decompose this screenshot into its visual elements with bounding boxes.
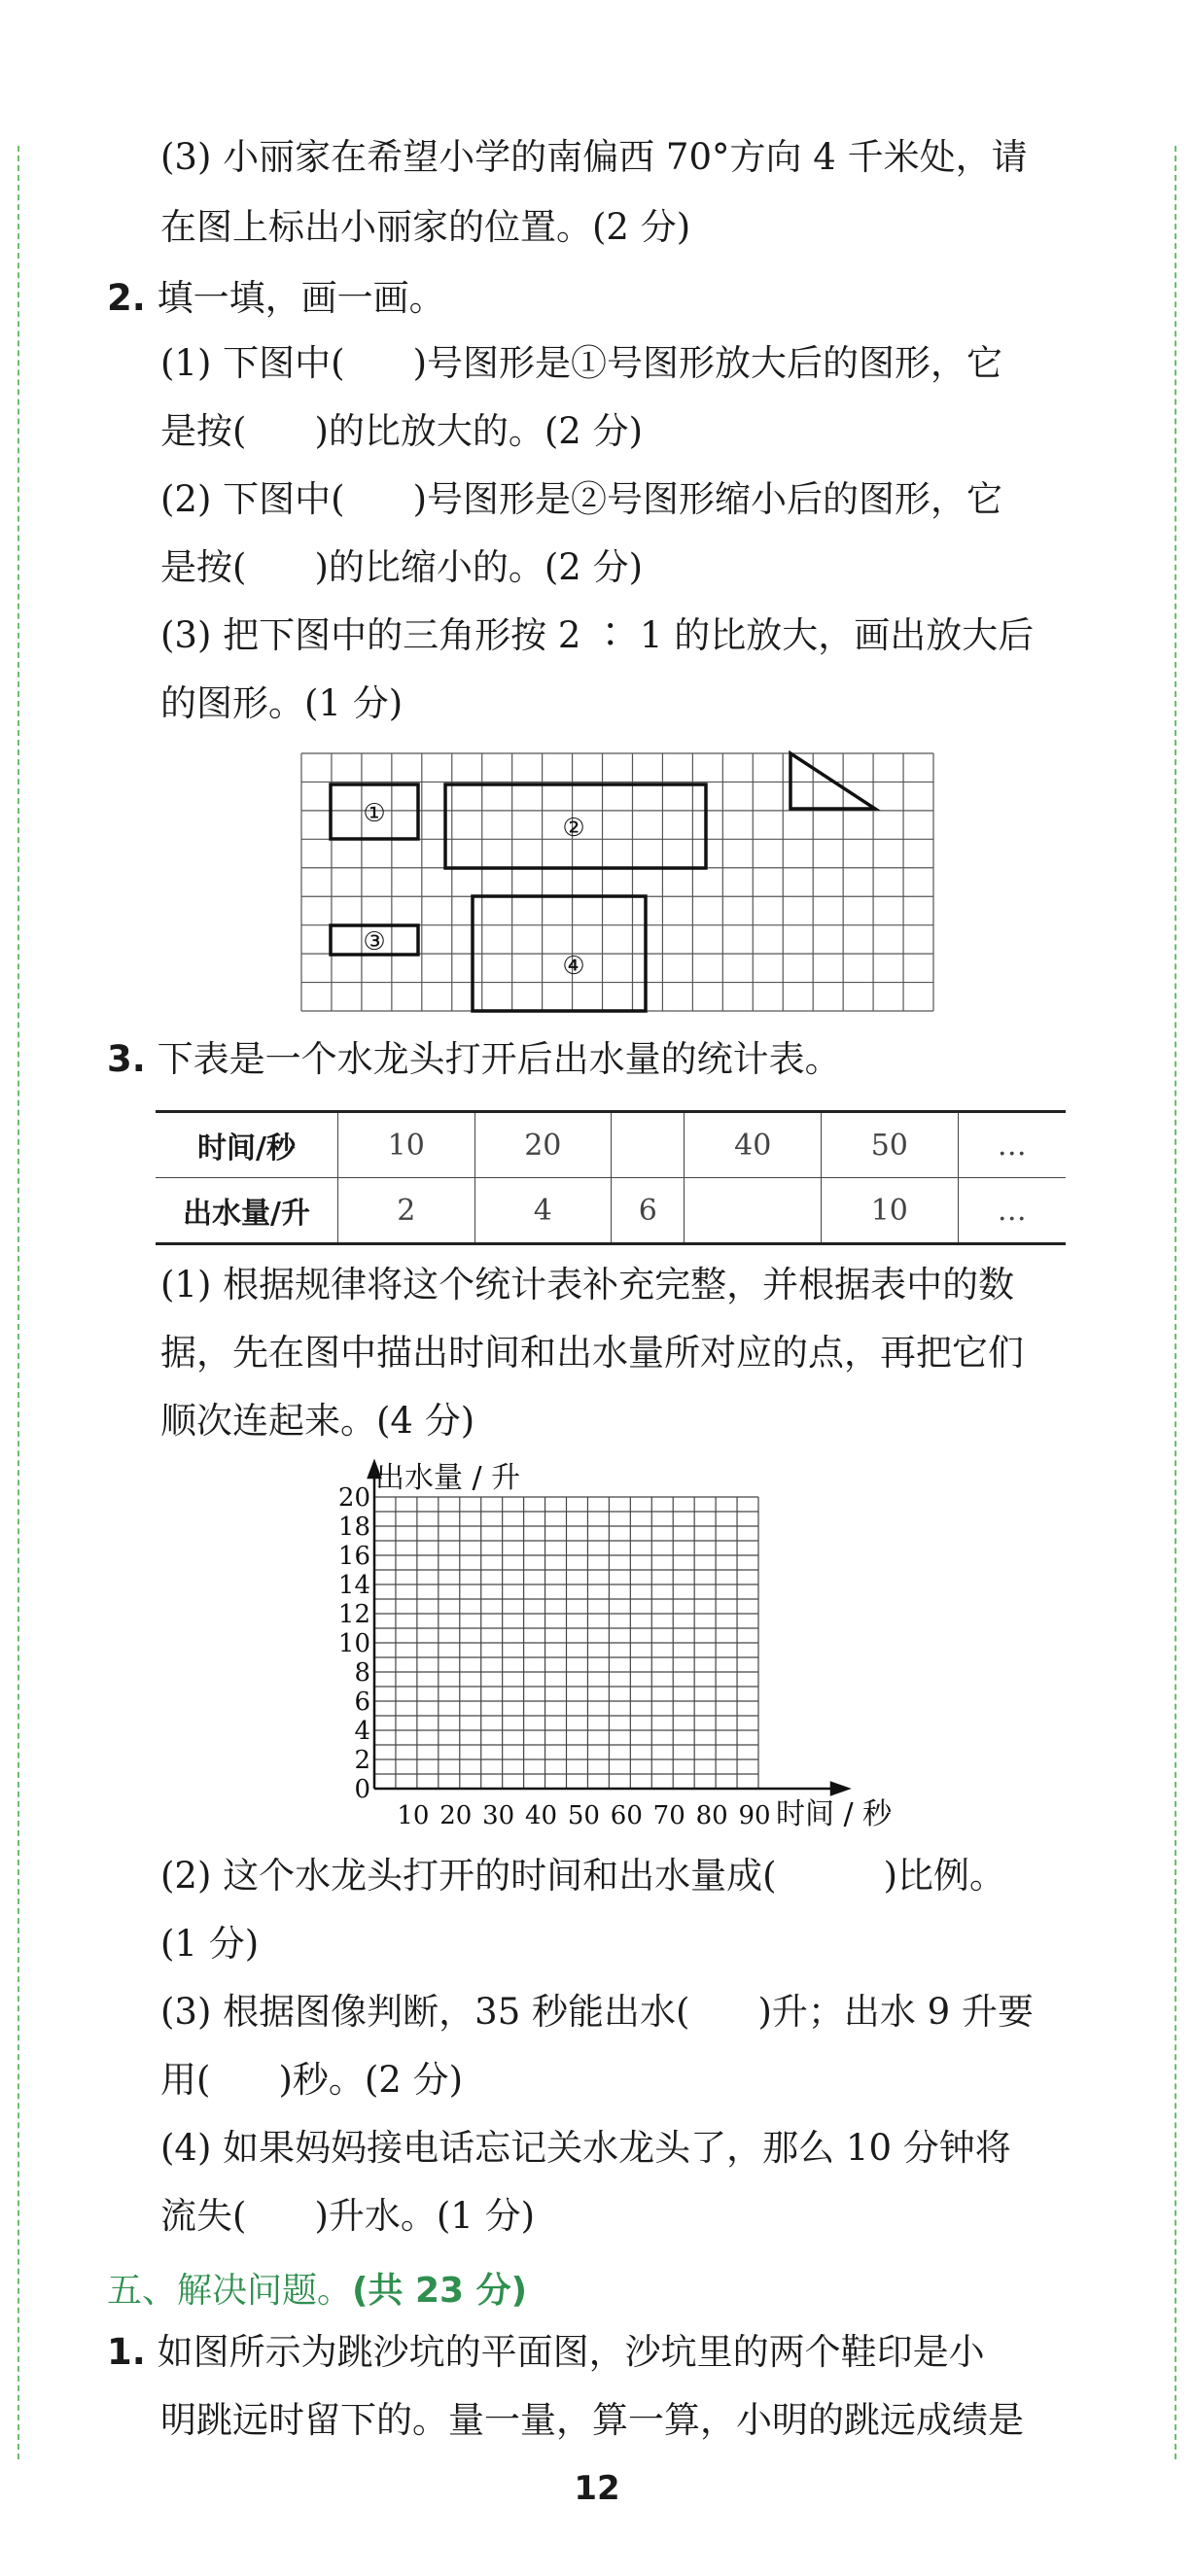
question-2-heading: [107, 277, 445, 320]
chart-xtick-label: 30: [482, 1801, 515, 1830]
table-cell: 4: [474, 1178, 612, 1244]
table-cell: 时间/秒: [156, 1112, 338, 1178]
chart-ytick-label: 6: [354, 1688, 370, 1717]
chart-ytick-label: 10: [337, 1629, 370, 1658]
table-cell: 10: [338, 1112, 475, 1178]
s5-question-1-line2: 明跳远时留下的。量一量，算一算，小明的跳远成绩是: [160, 2399, 1024, 2441]
chart-xlabel: 时间 / 秒: [776, 1797, 893, 1831]
shape-3-label: ③: [363, 927, 386, 957]
triangle-shape: [790, 753, 875, 809]
table-cell: 20: [474, 1112, 612, 1178]
table-row-time: [156, 1112, 1066, 1178]
table-cell: 2: [338, 1178, 475, 1244]
chart-ytick-label: 18: [337, 1513, 370, 1542]
text: )号图形是①号图形放大后的图形，它: [412, 342, 1003, 384]
q3-part4-line2: [160, 2195, 535, 2238]
chart-xtick-label: 80: [695, 1801, 728, 1830]
section-5-title: [107, 2263, 527, 2313]
q1-part3-line2: 在图上标出小丽家的位置。(2 分): [160, 206, 691, 248]
chart-ytick-label: 12: [337, 1600, 370, 1629]
table-cell-blank[interactable]: [685, 1178, 822, 1244]
text: )号图形是②号图形缩小后的图形，它: [412, 478, 1003, 520]
chart-ylabel: 出水量 / 升: [375, 1461, 521, 1495]
text: (2) 这个水龙头打开的时间和出水量成(: [160, 1855, 777, 1897]
text: )升；出水 9 升要: [757, 1991, 1034, 2033]
table-cell: 50: [822, 1112, 959, 1178]
chart-x-axis-arrow: [831, 1783, 848, 1794]
shape-4-label: ④: [562, 952, 585, 981]
question-number: 1.: [107, 2331, 146, 2373]
chart-ytick-label: 0: [354, 1775, 370, 1804]
text: (2) 下图中(: [160, 478, 345, 520]
question-title: 下表是一个水龙头打开后出水量的统计表。: [157, 1038, 841, 1080]
q2-part3-line1: (3) 把下图中的三角形按 2 ∶ 1 的比放大，画出放大后: [160, 614, 1035, 656]
chart-ytick-label: 16: [337, 1542, 370, 1571]
table-cell: 6: [612, 1178, 685, 1244]
q3-part1-line1: (1) 根据规律将这个统计表补充完整，并根据表中的数: [160, 1264, 1015, 1305]
text: 流失(: [160, 2195, 247, 2237]
shape-2-label: ②: [562, 814, 585, 843]
section-score: (共 23 分): [352, 2271, 528, 2311]
text: (3) 根据图像判断，35 秒能出水(: [160, 1991, 690, 2033]
text: )的比放大的。(2 分): [314, 410, 644, 452]
q3-part1-line2: 据，先在图中描出时间和出水量所对应的点，再把它们: [160, 1332, 1024, 1374]
q2-part3-line2: 的图形。(1 分): [160, 682, 404, 724]
chart-xtick-label: 70: [652, 1801, 685, 1830]
water-flow-table: [156, 1110, 1066, 1245]
q3-part2-line1: [160, 1855, 1005, 1897]
q2-part1-line2: [160, 410, 643, 453]
q3-part4-line1: (4) 如果妈妈接电话忘记关水龙头了，那么 10 分钟将: [160, 2127, 1011, 2169]
question-title: 填一填，画一画。: [157, 277, 445, 319]
left-margin-guide: [18, 146, 19, 2459]
chart-ytick-label: 14: [337, 1571, 370, 1600]
chart-ytick-label: 8: [354, 1658, 370, 1688]
table-row-water: [156, 1178, 1066, 1244]
section-title-text: 五、解决问题。: [107, 2271, 353, 2311]
table-cell: 出水量/升: [156, 1178, 338, 1244]
question-number: 3.: [107, 1038, 146, 1080]
q3-part1-line3: 顺次连起来。(4 分): [160, 1400, 475, 1442]
text: )的比缩小的。(2 分): [314, 546, 644, 588]
chart-ytick-label: 2: [354, 1746, 370, 1775]
question-3-heading: [107, 1038, 841, 1081]
table-cell-ellipsis: …: [958, 1112, 1066, 1178]
question-text: 如图所示为跳沙坑的平面图，沙坑里的两个鞋印是小: [157, 2331, 985, 2373]
q2-part2-line2: [160, 546, 643, 589]
table-cell: 10: [822, 1178, 959, 1244]
text: )秒。(2 分): [278, 2059, 464, 2101]
chart-xtick-label: 20: [439, 1801, 473, 1830]
shape-grid-figure[interactable]: [292, 748, 943, 1016]
text: 是按(: [160, 410, 247, 452]
right-margin-guide: [1175, 146, 1176, 2459]
q3-part3-line1: [160, 1991, 1034, 2034]
q2-part1-line1: [160, 342, 1002, 385]
text: 是按(: [160, 546, 247, 588]
water-flow-chart[interactable]: [311, 1458, 914, 1837]
question-number: 2.: [107, 277, 146, 319]
table-cell: 40: [685, 1112, 822, 1178]
chart-ytick-label: 4: [354, 1717, 370, 1746]
chart-xtick-label: 60: [610, 1801, 643, 1830]
chart-xtick-label: 50: [567, 1801, 600, 1830]
chart-ytick-label: 20: [337, 1483, 370, 1513]
text: )比例。: [883, 1855, 1006, 1897]
q3-part3-line2: [160, 2059, 463, 2102]
text: 用(: [160, 2059, 211, 2101]
q1-part3-line1: (3) 小丽家在希望小学的南偏西 70°方向 4 千米处，请: [160, 136, 1028, 178]
q3-part2-line2: (1 分): [160, 1923, 260, 1965]
text: (1) 下图中(: [160, 342, 345, 384]
chart-xtick-label: 40: [525, 1801, 558, 1830]
s5-question-1-line1: [107, 2331, 985, 2374]
q2-part2-line1: [160, 478, 1002, 521]
text: )升水。(1 分): [314, 2195, 536, 2237]
page-number: 12: [574, 2469, 620, 2508]
table-cell-ellipsis: …: [958, 1178, 1066, 1244]
table-cell-blank[interactable]: [612, 1112, 685, 1178]
chart-xtick-label: 90: [738, 1801, 771, 1830]
chart-xtick-label: 10: [397, 1801, 430, 1830]
shape-1-label: ①: [363, 799, 386, 828]
